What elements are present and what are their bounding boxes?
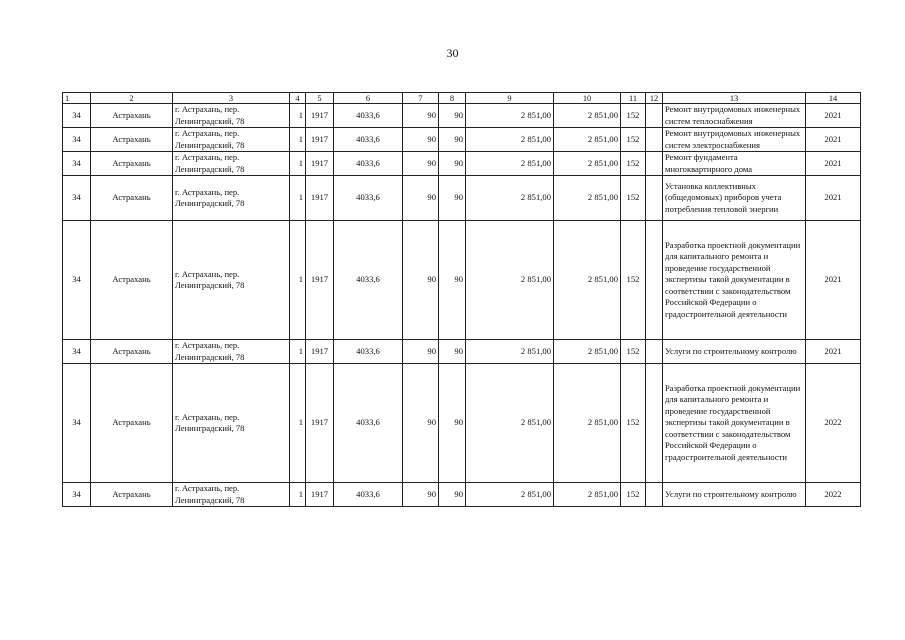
col11-cell: 152 [621,221,646,340]
column-header: 12 [646,93,663,104]
col8-cell: 90 [439,221,466,340]
work-type-cell: Ремонт фундамента многоквартирного дома [663,152,806,176]
col12-cell [646,221,663,340]
col7-cell: 90 [403,364,439,483]
col9-cell: 2 851,00 [466,221,554,340]
column-header: 10 [554,93,621,104]
city-cell: Астрахань [91,128,173,152]
col12-cell [646,152,663,176]
col11-cell: 152 [621,364,646,483]
address-cell: г. Астрахань, пер. Ленинградский, 78 [173,176,290,221]
col7-cell: 90 [403,483,439,507]
work-type-cell: Разработка проектной документации для капитального ремонта и проведение государственной экспертизы такой документации в соответствии с законодательством Российской Федерации о градостроительной деятельности [663,364,806,483]
area-cell: 4033,6 [334,176,403,221]
table-row [63,176,861,221]
column-header: 1 [63,93,91,104]
work-type-cell: Ремонт внутридомовых инженерных систем электроснабжения [663,128,806,152]
city-cell: Астрахань [91,364,173,483]
plan-year-cell: 2021 [806,221,861,340]
table-row [63,104,861,128]
area-cell: 4033,6 [334,104,403,128]
city-cell: Астрахань [91,340,173,364]
row-number-cell: 34 [63,104,91,128]
year-built-cell: 1917 [306,221,334,340]
col9-cell: 2 851,00 [466,364,554,483]
col4-cell: 1 [290,364,306,483]
work-type-cell: Установка коллективных (общедомовых) приборов учета потребления тепловой энергии [663,176,806,221]
col10-cell: 2 851,00 [554,221,621,340]
area-cell: 4033,6 [334,364,403,483]
col7-cell: 90 [403,104,439,128]
area-cell: 4033,6 [334,152,403,176]
col12-cell [646,340,663,364]
col7-cell: 90 [403,128,439,152]
plan-year-cell: 2021 [806,176,861,221]
city-cell: Астрахань [91,221,173,340]
col11-cell: 152 [621,128,646,152]
plan-year-cell: 2021 [806,104,861,128]
col8-cell: 90 [439,176,466,221]
col11-cell: 152 [621,483,646,507]
col4-cell: 1 [290,152,306,176]
area-cell: 4033,6 [334,340,403,364]
col10-cell: 2 851,00 [554,340,621,364]
row-number-cell: 34 [63,176,91,221]
col4-cell: 1 [290,483,306,507]
address-cell: г. Астрахань, пер. Ленинградский, 78 [173,104,290,128]
address-cell: г. Астрахань, пер. Ленинградский, 78 [173,128,290,152]
registry-table [62,92,861,507]
col11-cell: 152 [621,340,646,364]
col4-cell: 1 [290,340,306,364]
col12-cell [646,176,663,221]
row-number-cell: 34 [63,340,91,364]
plan-year-cell: 2021 [806,152,861,176]
year-built-cell: 1917 [306,340,334,364]
col10-cell: 2 851,00 [554,176,621,221]
column-header: 3 [173,93,290,104]
city-cell: Астрахань [91,483,173,507]
column-header: 14 [806,93,861,104]
table-row [63,364,861,483]
col8-cell: 90 [439,152,466,176]
year-built-cell: 1917 [306,176,334,221]
col7-cell: 90 [403,152,439,176]
col7-cell: 90 [403,221,439,340]
table-row [63,128,861,152]
col11-cell: 152 [621,152,646,176]
table-row [63,152,861,176]
city-cell: Астрахань [91,176,173,221]
col4-cell: 1 [290,221,306,340]
table-row [63,483,861,507]
col9-cell: 2 851,00 [466,104,554,128]
work-type-cell: Услуги по строительному контролю [663,340,806,364]
plan-year-cell: 2021 [806,340,861,364]
year-built-cell: 1917 [306,104,334,128]
work-type-cell: Услуги по строительному контролю [663,483,806,507]
column-header: 7 [403,93,439,104]
city-cell: Астрахань [91,104,173,128]
address-cell: г. Астрахань, пер. Ленинградский, 78 [173,152,290,176]
col10-cell: 2 851,00 [554,104,621,128]
address-cell: г. Астрахань, пер. Ленинградский, 78 [173,340,290,364]
row-number-cell: 34 [63,221,91,340]
table-row [63,340,861,364]
col10-cell: 2 851,00 [554,128,621,152]
plan-year-cell: 2022 [806,483,861,507]
column-header: 5 [306,93,334,104]
city-cell: Астрахань [91,152,173,176]
col12-cell [646,104,663,128]
col9-cell: 2 851,00 [466,340,554,364]
col8-cell: 90 [439,340,466,364]
column-header: 9 [466,93,554,104]
year-built-cell: 1917 [306,128,334,152]
col4-cell: 1 [290,104,306,128]
work-type-cell: Ремонт внутридомовых инженерных систем теплоснабжения [663,104,806,128]
plan-year-cell: 2021 [806,128,861,152]
address-cell: г. Астрахань, пер. Ленинградский, 78 [173,483,290,507]
col9-cell: 2 851,00 [466,128,554,152]
col12-cell [646,364,663,483]
page-number: 30 [446,46,459,60]
col12-cell [646,128,663,152]
column-header: 11 [621,93,646,104]
column-header: 2 [91,93,173,104]
work-type-cell: Разработка проектной документации для капитального ремонта и проведение государственной экспертизы такой документации в соответствии с законодательством Российской Федерации о градостроительной деятельности [663,221,806,340]
col8-cell: 90 [439,364,466,483]
column-number-row [63,93,861,104]
col12-cell [646,483,663,507]
col4-cell: 1 [290,176,306,221]
year-built-cell: 1917 [306,152,334,176]
col8-cell: 90 [439,483,466,507]
col10-cell: 2 851,00 [554,483,621,507]
address-cell: г. Астрахань, пер. Ленинградский, 78 [173,221,290,340]
column-header: 8 [439,93,466,104]
area-cell: 4033,6 [334,221,403,340]
col9-cell: 2 851,00 [466,152,554,176]
table-row [63,221,861,340]
row-number-cell: 34 [63,128,91,152]
column-header: 13 [663,93,806,104]
col7-cell: 90 [403,176,439,221]
col11-cell: 152 [621,176,646,221]
col9-cell: 2 851,00 [466,176,554,221]
col8-cell: 90 [439,104,466,128]
col9-cell: 2 851,00 [466,483,554,507]
year-built-cell: 1917 [306,364,334,483]
area-cell: 4033,6 [334,128,403,152]
col10-cell: 2 851,00 [554,364,621,483]
col8-cell: 90 [439,128,466,152]
col10-cell: 2 851,00 [554,152,621,176]
col7-cell: 90 [403,340,439,364]
column-header: 4 [290,93,306,104]
col4-cell: 1 [290,128,306,152]
column-header: 6 [334,93,403,104]
plan-year-cell: 2022 [806,364,861,483]
row-number-cell: 34 [63,483,91,507]
area-cell: 4033,6 [334,483,403,507]
col11-cell: 152 [621,104,646,128]
row-number-cell: 34 [63,364,91,483]
year-built-cell: 1917 [306,483,334,507]
row-number-cell: 34 [63,152,91,176]
address-cell: г. Астрахань, пер. Ленинградский, 78 [173,364,290,483]
